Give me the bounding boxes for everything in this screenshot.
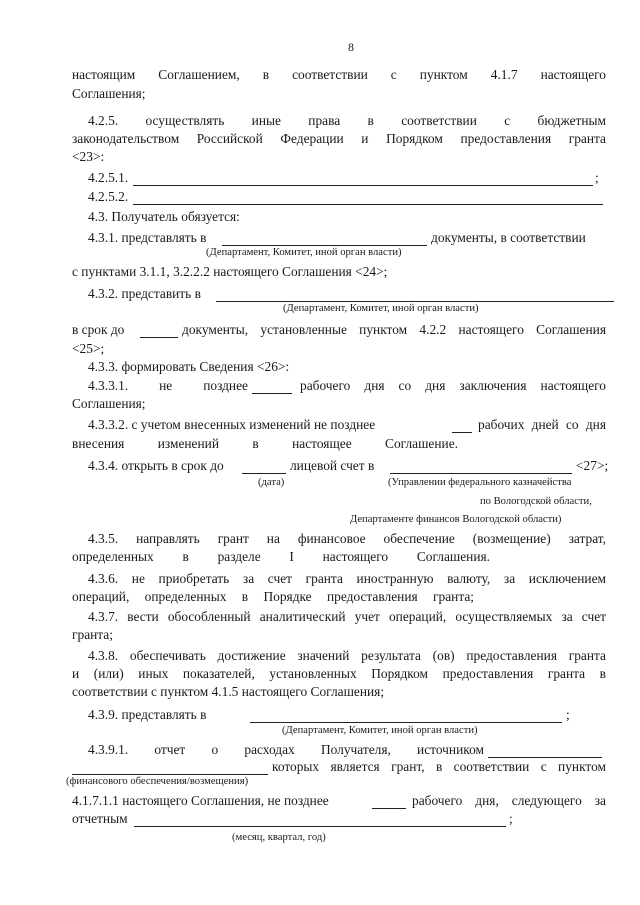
paragraph-line: <23>: (72, 149, 105, 164)
paragraph-line: 4.3.1. представлять в (88, 230, 207, 245)
paragraph-line: 4.3.9. представлять в (88, 707, 207, 722)
semicolon: ; (595, 170, 599, 185)
paragraph-line: 4.3.3.2. с учетом внесенных изменений не позднее (88, 417, 376, 432)
paragraph-line: <25>; (72, 341, 105, 356)
fill-line (242, 461, 286, 474)
paragraph-line: соответствии с пунктом 4.1.5 настоящего Соглашения; (72, 684, 385, 699)
fill-line (372, 796, 406, 809)
fill-line (72, 762, 268, 775)
paragraph-line: документы, установленные пунктом 4.2.2 настоящего Соглашения (182, 322, 606, 337)
paragraph-line: 4.3.7. вести обособленный аналитический учет операций, осуществляемых за счет (88, 609, 606, 624)
paragraph-line: Соглашения; (72, 396, 146, 411)
fill-line (250, 710, 562, 723)
paragraph-line: 4.3.8. обеспечивать достижение значений результата (ов) предоставления гранта (88, 648, 606, 663)
paragraph-line: Соглашения; (72, 86, 146, 101)
paragraph-line: и (или) иных показателей, установленных Порядком предоставления гранта в (72, 666, 606, 681)
field-caption: (Управлении федерального казначейства (388, 477, 572, 488)
paragraph-line: 4.3.6. не приобретать за счет гранта иностранную валюту, за исключением (88, 571, 606, 586)
fill-line (222, 233, 427, 246)
fill-line (252, 381, 292, 394)
field-caption: (Департамент, Комитет, иной орган власти) (283, 303, 479, 314)
paragraph-line: с пунктами 3.1.1, 3.2.2.2 настоящего Соглашения <24>; (72, 264, 388, 279)
page-number: 8 (348, 40, 354, 54)
field-caption: (дата) (258, 477, 285, 488)
field-caption: (финансового обеспечения/возмещения) (66, 776, 249, 787)
field-caption: Департаменте финансов Вологодской области) (350, 514, 562, 525)
field-caption: (Департамент, Комитет, иной орган власти) (206, 247, 402, 258)
paragraph-line: 4.3.5. направлять грант на финансовое обеспечение (возмещение) затрат, (88, 531, 606, 546)
paragraph-line: ; (509, 811, 513, 826)
paragraph-line: определенных в разделе I настоящего Соглашения. (72, 549, 490, 564)
clause-number: 4.2.5.2. (88, 189, 129, 204)
paragraph-line: ; (566, 707, 570, 722)
paragraph-line: 4.3.2. представить в (88, 286, 201, 301)
paragraph-line: законодательством Российской Федерации и Порядком предоставления гранта (72, 131, 606, 146)
field-caption: по Вологодской области, (480, 496, 592, 507)
paragraph-line: 4.1.7.1.1 настоящего Соглашения, не позднее (72, 793, 329, 808)
fill-line (216, 289, 614, 302)
paragraph-line: документы, в соответствии (431, 230, 586, 245)
paragraph-line: внесения изменений в настоящее Соглашение. (72, 436, 458, 451)
clause-number: 4.2.5.1. (88, 170, 129, 185)
paragraph-line: 4.3.4. открыть в срок до (88, 458, 224, 473)
paragraph-line: рабочего дня со дня заключения настоящего (300, 378, 606, 393)
paragraph-line: отчетным (72, 811, 128, 826)
paragraph-line: рабочих дней со дня (478, 417, 606, 432)
paragraph-line: лицевой счет в (290, 458, 375, 473)
fill-line (390, 461, 572, 474)
fill-line (452, 420, 472, 433)
field-caption: (месяц, квартал, год) (232, 832, 326, 843)
fill-line (133, 173, 593, 186)
paragraph-line: 4.3.3.1. не позднее (88, 378, 248, 393)
fill-line (140, 325, 178, 338)
paragraph-line: гранта; (72, 627, 113, 642)
fill-line (133, 192, 603, 205)
paragraph-line: настоящим Соглашением, в соответствии с пунктом 4.1.7 настоящего (72, 67, 606, 82)
fill-line (488, 745, 602, 758)
paragraph-line: рабочего дня, следующего за (412, 793, 606, 808)
paragraph-line: 4.2.5. осуществлять иные права в соответствии с бюджетным (88, 113, 606, 128)
fill-line (134, 814, 506, 827)
field-caption: (Департамент, Комитет, иной орган власти) (282, 725, 478, 736)
paragraph-line: в срок до (72, 322, 125, 337)
paragraph-line: операций, определенных в Порядке предоставления гранта; (72, 589, 474, 604)
section-heading: 4.3. Получатель обязуется: (88, 209, 240, 224)
paragraph-line: 4.3.9.1. отчет о расходах Получателя, источником (88, 742, 484, 757)
paragraph-line: 4.3.3. формировать Сведения <26>: (88, 359, 290, 374)
paragraph-line: <27>; (576, 458, 609, 473)
paragraph-line: которых является грант, в соответствии с пунктом (272, 759, 606, 774)
